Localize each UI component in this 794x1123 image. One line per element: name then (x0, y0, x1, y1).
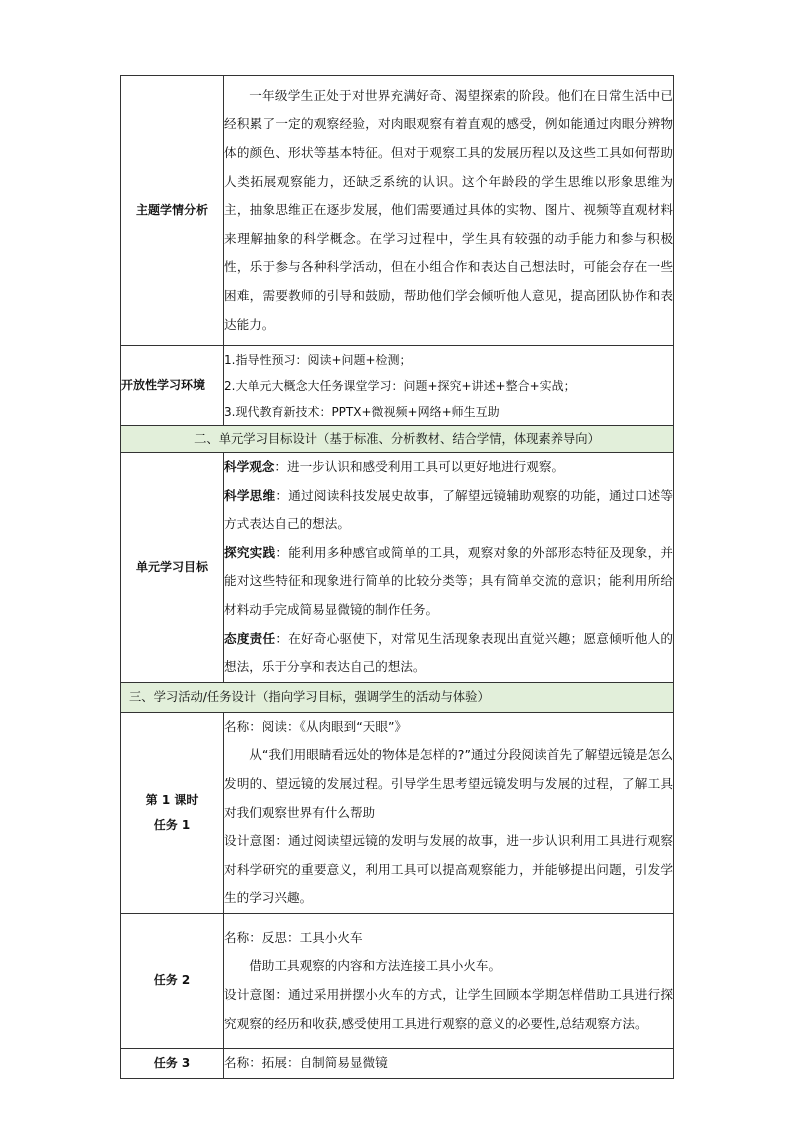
goal-attitude-responsibility: 态度责任：在好奇心驱使下，对常见生活现象表现出直觉兴趣；愿意倾听他人的想法，乐于分享和表达自己的想法。 (224, 630, 674, 675)
analysis-text: 一年级学生正处于对世界充满好奇、渴望探索的阶段。他们在日常生活中已经积累了一定的观察经验，对肉眼观察有着直观的感受，例如能通过肉眼分辨物体的颜色、形状等基本特征。但对于观察工具的发展历程以及这些工具如何帮助人类拓展观察能力，还缺乏系统的认识。这个年龄段的学生思维以形象思维为主，抽象思维正在逐步发展，他们需要通过具体的实物、图片、视频等直观材料来理解抽象的科学概念。在学习过程中，学生具有较强的动手能力和参与积极性，乐于参与各种科学活动，但在小组合作和表达自己想法时，可能会存在一些困难，需要教师的引导和鼓励，帮助他们学会倾听他人意见，提高团队协作和表达能力。 (224, 87, 673, 332)
task-2-body: 借助工具观察的内容和方法连接工具小火车。 (249, 958, 502, 974)
row-task-1 (121, 712, 674, 913)
task-2-intent: 设计意图：通过采用拼摆小火车的方式，让学生回顾本学期怎样借助工具进行探究观察的经历和收获,感受使用工具进行观察的意义的必要性,总结观察方法。 (224, 986, 673, 1031)
env-line-2: 2.大单元大概念大任务课堂学习：问题+探究+讲述+整合+实战； (224, 378, 576, 393)
task-2-name: 名称：反思：工具小火车 (224, 929, 363, 945)
label-environment: 开放性学习环境 (121, 346, 224, 426)
label-goals: 单元学习目标 (121, 453, 224, 683)
row-task-3 (121, 1048, 674, 1078)
row-analysis (121, 76, 674, 346)
section-3-title: 三、学习活动/任务设计（指向学习目标，强调学生的活动与体验） (121, 682, 674, 712)
lesson-plan-table (120, 75, 674, 1079)
row-task-2 (121, 913, 674, 1048)
task-2-label: 任务 2 (121, 913, 224, 1048)
row-environment (121, 346, 674, 426)
task-1-lesson-label: 第 1 课时 (145, 792, 199, 807)
row-goals (121, 453, 674, 683)
task-3-name: 名称：拓展：自制简易显微镜 (224, 1054, 388, 1070)
task-1-intent: 设计意图：通过阅读望远镜的发明与发展的故事，进一步认识利用工具进行观察对科学研究的重要意义，利用工具可以提高观察能力，并能够提出问题，引发学生的学习兴趣。 (224, 833, 673, 906)
label-analysis: 主题学情分析 (121, 76, 224, 346)
task-1-name: 名称：阅读：《从肉眼到“天眼”》 (224, 718, 408, 734)
env-line-3: 3.现代教育新技术：PPTX+微视频+网络+师生互助 (224, 404, 500, 419)
env-line-1: 1.指导性预习：阅读+问题+检测； (224, 352, 412, 367)
task-3-label: 任务 3 (121, 1048, 224, 1078)
section-2-title: 二、单元学习目标设计（基于标准、分析教材、结合学情，体现素养导向） (121, 426, 674, 453)
section-2-header (121, 426, 674, 453)
section-3-header (121, 682, 674, 712)
task-1-label: 任务 1 (153, 817, 191, 832)
goal-inquiry-practice: 探究实践：能利用多种感官或简单的工具，观察对象的外部形态特征及现象，并能对这些特征和现象进行简单的比较分类等；具有简单交流的意识；能利用所给材料动手完成简易显微镜的制作任务。 (224, 544, 674, 617)
goal-science-concept: 科学观念：进一步认识和感受利用工具可以更好地进行观察。 (224, 459, 565, 474)
goal-science-thinking: 科学思维：通过阅读科技发展史故事，了解望远镜辅助观察的功能，通过口述等方式表达自己的想法。 (224, 487, 674, 532)
task-1-body: 从“我们用眼睛看远处的物体是怎样的?”通过分段阅读首先了解望远镜是怎么发明的、望远镜的发展过程。引导学生思考望远镜发明与发展的过程，了解工具对我们观察世界有什么帮助 (224, 747, 673, 820)
